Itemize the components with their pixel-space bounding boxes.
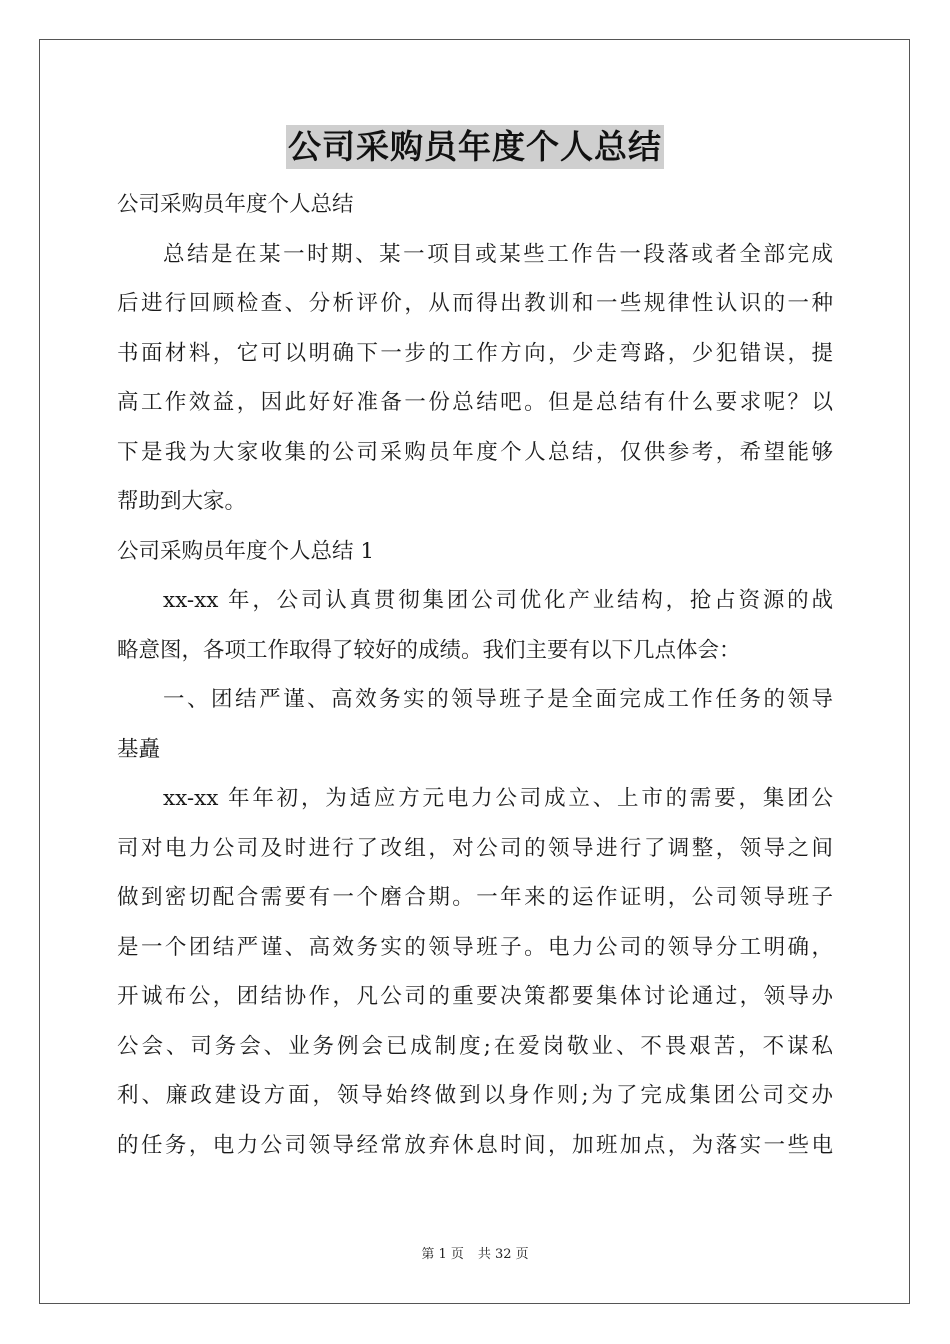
- text-line: 利、廉政建设方面，领导始终做到以身作则;为了完成集团公司交办: [117, 1083, 833, 1108]
- text-line: xx-xx 年，公司认真贯彻集团公司优化产业结构，抢占资源的战: [163, 588, 833, 613]
- text-line: 司对电力公司及时进行了改组，对公司的领导进行了调整，领导之间: [117, 835, 833, 861]
- text-line: 高工作效益，因此好好准备一份总结吧。但是总结有什么要求呢？以: [117, 390, 833, 415]
- page-footer: [0, 1246, 950, 1264]
- title-container: [0, 125, 950, 169]
- page-number: 第 1 页: [421, 1247, 464, 1262]
- text-line: 基矗: [117, 736, 161, 762]
- text-line: 略意图，各项工作取得了较好的成绩。我们主要有以下几点体会：: [117, 637, 741, 663]
- text-line: 是一个团结严谨、高效务实的领导班子。电力公司的领导分工明确，: [117, 934, 833, 960]
- text-line: 总结是在某一时期、某一项目或某些工作告一段落或者全部完成: [163, 241, 833, 267]
- text-line: 开诚布公，团结协作，凡公司的重要决策都要集体讨论通过，领导办: [117, 984, 833, 1009]
- text-line: 一、团结严谨、高效务实的领导班子是全面完成工作任务的领导: [163, 687, 833, 712]
- text-line: xx-xx 年年初，为适应方元电力公司成立、上市的需要，集团公: [163, 786, 833, 811]
- text-line: 的任务，电力公司领导经常放弃休息时间，加班加点，为落实一些电: [117, 1132, 833, 1158]
- text-line: 公司采购员年度个人总结 1: [117, 538, 375, 564]
- text-line: 公司采购员年度个人总结: [117, 192, 354, 217]
- document-title: 公司采购员年度个人总结: [286, 125, 664, 169]
- text-line: 后进行回顾检查、分析评价，从而得出教训和一些规律性认识的一种: [117, 291, 833, 316]
- text-line: 做到密切配合需要有一个磨合期。一年来的运作证明，公司领导班子: [117, 885, 833, 910]
- text-line: 书面材料，它可以明确下一步的工作方向，少走弯路，少犯错误，提: [117, 340, 833, 366]
- document-body: [117, 180, 833, 1170]
- text-line: 帮助到大家。: [117, 489, 247, 514]
- text-line: 公会、司务会、业务例会已成制度;在爱岗敬业、不畏艰苦，不谋私: [117, 1033, 833, 1059]
- text-line: 下是我为大家收集的公司采购员年度个人总结，仅供参考，希望能够: [117, 439, 833, 465]
- page-total: 共 32 页: [477, 1247, 529, 1262]
